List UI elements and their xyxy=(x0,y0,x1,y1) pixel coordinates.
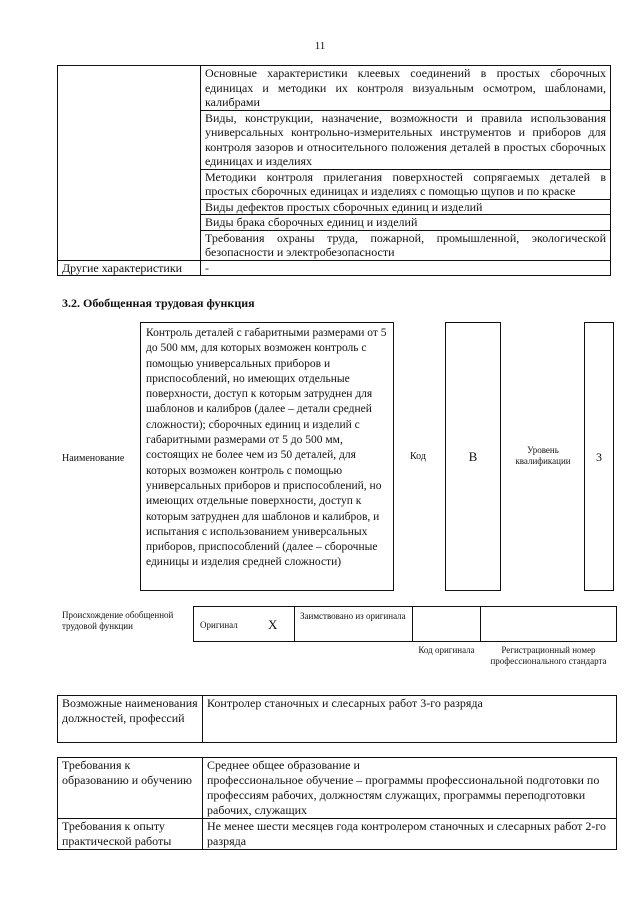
name-label: Наименование xyxy=(62,453,125,464)
code-original-caption: Код оригинала xyxy=(418,645,475,655)
table-row xyxy=(58,758,617,819)
table-row xyxy=(58,66,611,111)
positions-value: Контролер станочных и слесарных работ 3-го разряда xyxy=(203,696,617,743)
origin-borrowed-cell xyxy=(294,606,413,642)
knowledge-item: Виды, конструкции, назначение, возможности и правила использования универсальных контрольно-измерительных инструментов и приборов для контроля зазоров и относительного положения деталей в простых сборочных единицах и изделиях xyxy=(201,110,611,169)
original-mark: X xyxy=(268,617,278,632)
education-value: Среднее общее образование и профессиональное обучение – программы профессиональной подготовки по профессиям рабочих, должностям служащих, программы переподготовки рабочих, служащих xyxy=(203,758,617,819)
function-name-box: Контроль деталей с габаритными размерами от 5 до 500 мм, для которых возможен контроль с помощью универсальных приборов и приспособлений, но имеющих отдельные поверхности, доступ к которым затруднен для шаблонов и калибров (далее – детали средней сложности); сборочных единиц и изделий с габаритными размерами от 5 до 500 мм, состоящих не более чем из 50 деталей, для которых возможен контроль с помощью универсальных приборов и приспособлений, но имеющих отдельные поверхности, доступ к которым затруднен для шаблонов и калибров, и испытания с использованием универсальных приборов, приспособлений (далее – сборочные единицы и изделия средней сложности) xyxy=(140,322,394,591)
experience-label: Требования к опыту практической работы xyxy=(58,819,203,850)
positions-label: Возможные наименования должностей, профессий xyxy=(58,696,203,743)
table-row xyxy=(58,819,617,850)
table-row xyxy=(58,696,617,743)
education-label: Требования к образованию и обучению xyxy=(58,758,203,819)
qualification-level-label: Уровень квалификации xyxy=(515,445,571,466)
experience-value: Не менее шести месяцев года контролером станочных и слесарных работ 2-го разряда xyxy=(203,819,617,850)
knowledge-item: Виды брака сборочных единиц и изделий xyxy=(201,215,611,231)
regnum-caption: Регистрационный номер профессионального стандарта xyxy=(490,645,607,666)
knowledge-item: Методики контроля прилегания поверхностей сопрягаемых деталей в простых сборочных единицах и изделиях с помощью щупов и по краске xyxy=(201,169,611,199)
knowledge-table xyxy=(57,65,611,276)
original-label: Оригинал xyxy=(200,620,238,630)
borrowed-label: Заимствовано из оригинала xyxy=(300,611,406,621)
knowledge-label-cell xyxy=(58,66,201,261)
qualification-level-box xyxy=(584,322,614,591)
table-row xyxy=(58,260,611,276)
origin-regnum-cell xyxy=(480,606,617,642)
code-value: B xyxy=(468,449,478,464)
code-label: Код xyxy=(410,451,426,462)
origin-original-cell xyxy=(193,606,295,642)
qualification-level-value: 3 xyxy=(596,450,602,464)
other-characteristics-value: - xyxy=(201,260,611,276)
code-box xyxy=(445,322,501,591)
knowledge-item: Требования охраны труда, пожарной, промышленной, экологической безопасности и электробезопасности xyxy=(201,230,611,260)
requirements-table xyxy=(57,757,617,850)
section-title: 3.2. Обобщенная трудовая функция xyxy=(62,296,255,310)
knowledge-item: Виды дефектов простых сборочных единиц и изделий xyxy=(201,199,611,215)
positions-table xyxy=(57,695,617,743)
origin-label: Происхождение обобщенной трудовой функции xyxy=(62,610,174,631)
origin-code-cell xyxy=(412,606,481,642)
knowledge-item: Основные характеристики клеевых соединений в простых сборочных единицах и методики их контроля визуальным осмотром, шаблонами, калибрами xyxy=(201,66,611,111)
other-characteristics-label: Другие характеристики xyxy=(58,260,201,276)
page-number: 11 xyxy=(314,40,326,52)
